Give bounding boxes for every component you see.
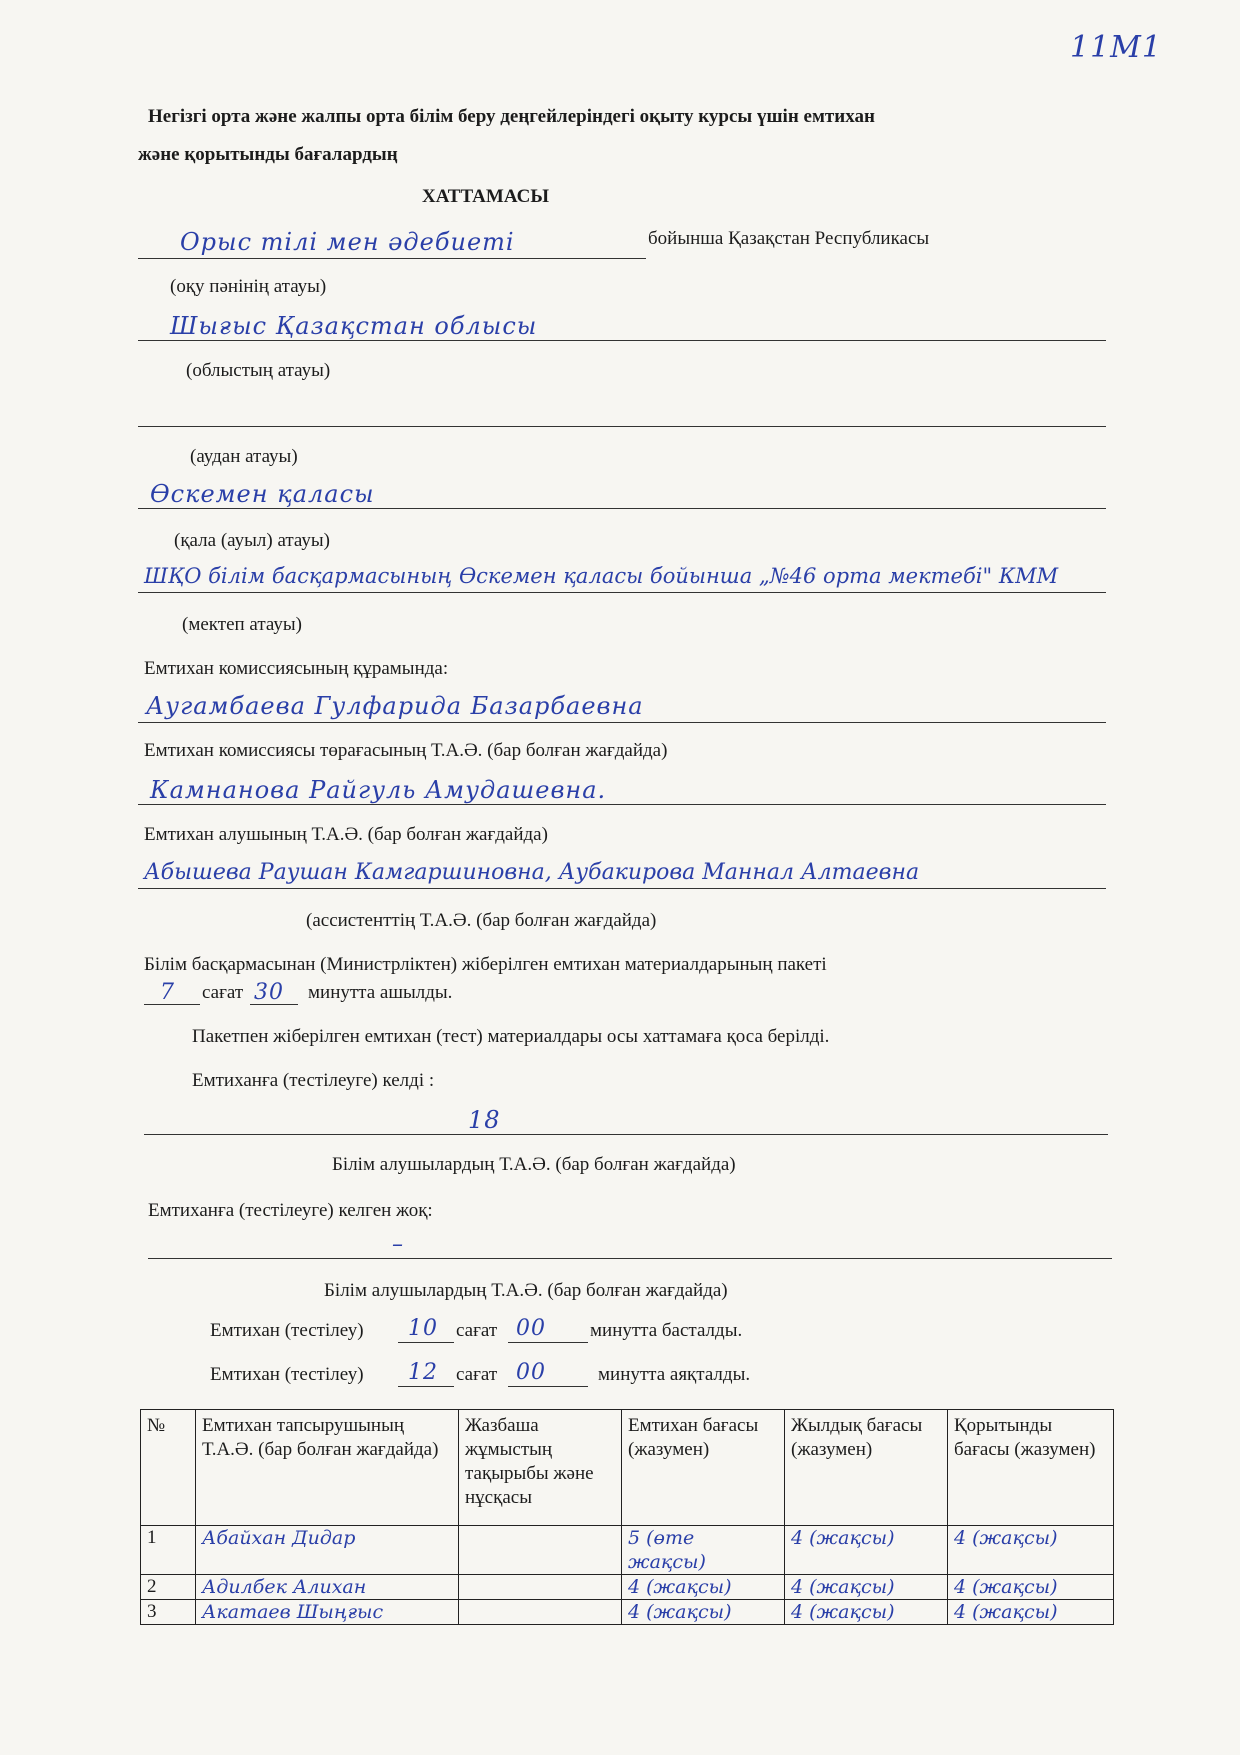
exam-grade: 4 (жақсы)	[622, 1600, 785, 1625]
topic-cell	[459, 1526, 622, 1575]
final-grade: 4 (жақсы)	[948, 1600, 1114, 1625]
exam-grade: 5 (өте жақсы)	[622, 1526, 785, 1575]
assistants-caption: (ассистенттің Т.А.Ә. (бар болған жағдайда)	[306, 910, 657, 931]
student-name: Абайхан Дидар	[196, 1526, 459, 1575]
subject-suffix: бойынша Қазақстан Республикасы	[648, 228, 930, 249]
subject-value: Орыс тілі мен әдебиеті	[180, 228, 515, 256]
final-grade: 4 (жақсы)	[948, 1526, 1114, 1575]
table-row	[141, 1526, 1114, 1575]
header-final-grade: Қорытынды бағасы (жазумен)	[948, 1410, 1114, 1526]
exam-grade: 4 (жақсы)	[622, 1575, 785, 1600]
start-suffix: минутта басталды.	[590, 1320, 743, 1341]
package-hour-line	[144, 1004, 200, 1005]
chair-line	[138, 722, 1106, 723]
header-topic: Жазбаша жұмыстың тақырыбы және нұсқасы	[459, 1410, 622, 1526]
assistants-line	[138, 888, 1106, 889]
annual-grade: 4 (жақсы)	[785, 1600, 948, 1625]
table-row	[141, 1600, 1114, 1625]
start-hour: 10	[408, 1316, 438, 1341]
student-name: Адилбек Алихан	[196, 1575, 459, 1600]
absent-caption: Білім алушылардың Т.А.Ә. (бар болған жағдайда)	[324, 1280, 728, 1301]
start-prefix: Емтихан (тестілеу)	[210, 1320, 364, 1341]
package-hour-label: сағат	[202, 982, 244, 1003]
header-number: №	[141, 1410, 196, 1526]
package-hour: 7	[160, 980, 175, 1005]
absent-label: Емтиханға (тестілеуге) келген жоқ:	[148, 1200, 433, 1221]
header-student-name: Емтихан тапсырушының Т.А.Ә. (бар болған жағдайда)	[196, 1410, 459, 1526]
attended-label: Емтиханға (тестілеуге) келді :	[192, 1070, 435, 1091]
absent-line	[148, 1258, 1112, 1259]
attended-line	[144, 1134, 1108, 1135]
row-number: 2	[141, 1575, 196, 1600]
package-minute-label: минутта ашылды.	[308, 982, 453, 1003]
corner-note: 11M1	[1070, 30, 1162, 65]
start-minute: 00	[516, 1316, 546, 1341]
chair-value: Аугамбаева Гулфарида Базарбаевна	[146, 692, 644, 720]
header-line-1: Негізгі орта және жалпы орта білім беру деңгейлеріндегі оқыту курсы үшін емтихан	[148, 106, 875, 127]
attended-caption: Білім алушылардың Т.А.Ә. (бар болған жағдайда)	[332, 1154, 736, 1175]
package-minute: 30	[254, 980, 284, 1005]
region-caption: (облыстың атауы)	[186, 360, 331, 381]
topic-cell	[459, 1575, 622, 1600]
school-line	[138, 592, 1106, 593]
end-hour: 12	[408, 1360, 438, 1385]
school-caption: (мектеп атауы)	[182, 614, 302, 635]
topic-cell	[459, 1600, 622, 1625]
student-name: Акатаев Шыңғыс	[196, 1600, 459, 1625]
header-exam-grade: Емтихан бағасы (жазумен)	[622, 1410, 785, 1526]
end-minute-line	[508, 1386, 588, 1387]
region-value: Шығыс Қазақстан облысы	[170, 312, 538, 340]
region-line	[138, 340, 1106, 341]
city-line	[138, 508, 1106, 509]
grades-table	[140, 1409, 1114, 1625]
annual-grade: 4 (жақсы)	[785, 1575, 948, 1600]
city-value: Өскемен қаласы	[150, 480, 375, 508]
start-minute-line	[508, 1342, 588, 1343]
subject-line	[138, 258, 646, 259]
district-caption: (аудан атауы)	[190, 446, 298, 467]
city-caption: (қала (ауыл) атауы)	[174, 530, 330, 551]
table-row	[141, 1575, 1114, 1600]
end-prefix: Емтихан (тестілеу)	[210, 1364, 364, 1385]
row-number: 1	[141, 1526, 196, 1575]
start-hour-label: сағат	[456, 1320, 498, 1341]
district-line	[138, 426, 1106, 427]
absent-value: –	[392, 1232, 404, 1257]
header-line-2: және қорытынды бағалардың	[138, 144, 398, 165]
annual-grade: 4 (жақсы)	[785, 1526, 948, 1575]
examiner-line	[138, 804, 1106, 805]
table-header-row	[141, 1410, 1114, 1526]
commission-label: Емтихан комиссиясының құрамында:	[144, 658, 449, 679]
end-hour-label: сағат	[456, 1364, 498, 1385]
start-hour-line	[398, 1342, 454, 1343]
subject-caption: (оқу пәнінің атауы)	[170, 276, 327, 297]
final-grade: 4 (жақсы)	[948, 1575, 1114, 1600]
assistants-value: Абышева Раушан Камгаршиновна, Аубакирова Маннал Алтаевна	[144, 860, 920, 885]
end-suffix: минутта аяқталды.	[598, 1364, 751, 1385]
header-annual-grade: Жылдық бағасы (жазумен)	[785, 1410, 948, 1526]
document-title: ХАТТАМАСЫ	[422, 186, 549, 207]
school-value: ШҚО білім басқармасының Өскемен қаласы бойынша „№46 орта мектебі" КММ	[144, 564, 1059, 588]
package-line-1: Білім басқармасынан (Министрліктен) жіберілген емтихан материалдарының пакеті	[144, 954, 827, 975]
row-number: 3	[141, 1600, 196, 1625]
attached-text: Пакетпен жіберілген емтихан (тест) материалдары осы хаттамаға қоса берілді.	[192, 1026, 830, 1047]
examiner-value: Камнанова Райгуль Амудашевна.	[150, 776, 607, 804]
end-hour-line	[398, 1386, 454, 1387]
attended-value: 18	[468, 1106, 501, 1134]
end-minute: 00	[516, 1360, 546, 1385]
examiner-caption: Емтихан алушының Т.А.Ә. (бар болған жағдайда)	[144, 824, 548, 845]
chair-caption: Емтихан комиссиясы төрағасының Т.А.Ә. (бар болған жағдайда)	[144, 740, 668, 761]
package-minute-line	[250, 1004, 298, 1005]
